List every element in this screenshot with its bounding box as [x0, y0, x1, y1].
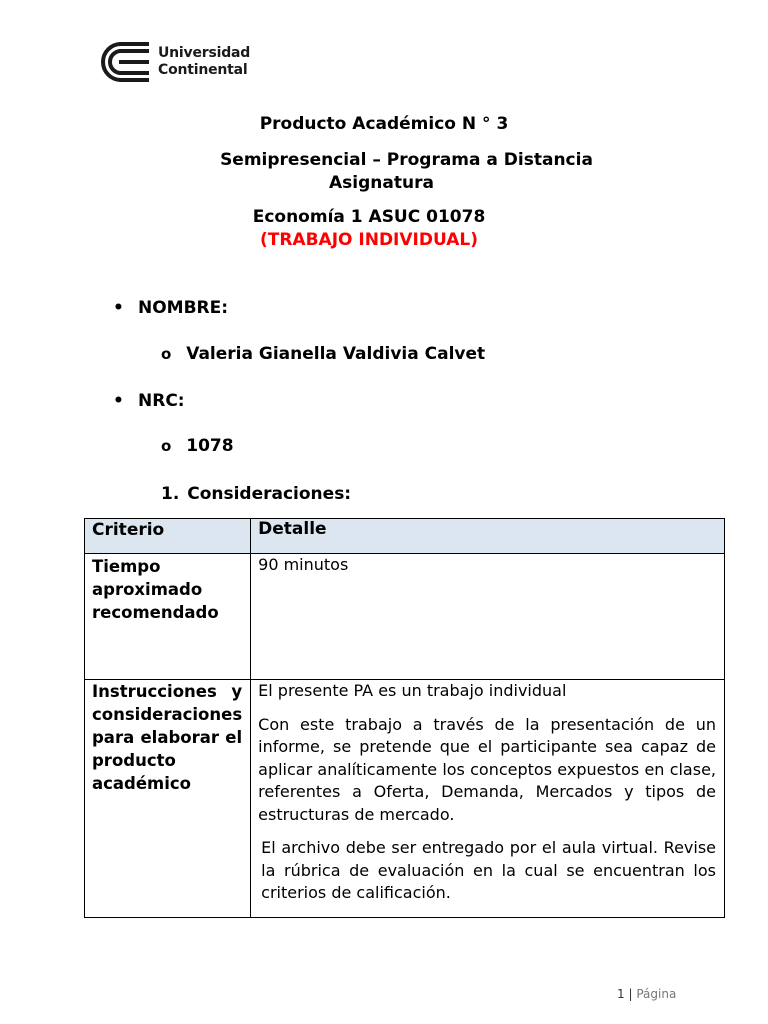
page-label: Página — [636, 987, 677, 1001]
nrc-value-item — [161, 436, 234, 456]
university-logo — [91, 41, 251, 85]
considerations-table — [84, 518, 725, 918]
work-type: (TRABAJO INDIVIDUAL) — [259, 230, 479, 250]
nombre-value-item — [161, 344, 485, 364]
nombre-label: NOMBRE: — [138, 298, 229, 318]
sub-bullet-icon: o — [161, 345, 172, 363]
table-header-row — [85, 519, 725, 554]
header-criterio: Criterio — [85, 519, 251, 554]
course-name: Economía 1 ASUC 01078 — [252, 207, 486, 227]
detalle-paragraph: Con este trabajo a través de la presentación de un informe, se pretende que el participante sea capaz de aplicar analíticamente los conceptos expuestos en clase, referentes a Oferta, Demanda, Mercados y tipos de estructuras de mercado. — [258, 714, 716, 824]
table-row — [85, 554, 725, 680]
criterio-cell: Instrucciones y consideraciones para elaborar el producto académico — [85, 680, 251, 918]
subject-label: Asignatura — [329, 173, 434, 193]
nombre-item — [113, 298, 228, 318]
footer-separator: | — [628, 987, 633, 1001]
header-detalle: Detalle — [251, 519, 725, 554]
logo-line-1: Universidad — [158, 45, 251, 61]
bullet-icon: • — [113, 298, 124, 318]
logo-line-2: Continental — [158, 62, 248, 78]
detalle-cell — [251, 680, 725, 918]
bullet-icon: • — [113, 391, 124, 411]
table-row — [85, 680, 725, 918]
detalle-paragraph: El presente PA es un trabajo individual — [258, 681, 567, 700]
nrc-label: NRC: — [138, 391, 185, 411]
detalle-paragraph: El archivo debe ser entregado por el aula virtual. Revise la rúbrica de evaluación en la cual se encuentran los criterios de calificación. — [261, 838, 716, 902]
sub-bullet-icon: o — [161, 437, 172, 455]
section-heading — [161, 484, 351, 504]
logo-text — [158, 45, 250, 79]
page-number: 1 — [617, 987, 625, 1001]
section-title: Consideraciones: — [187, 484, 352, 504]
continental-c-mark-icon — [91, 41, 151, 83]
document-title: Producto Académico N ° 3 — [259, 114, 509, 134]
section-number: 1. — [161, 484, 180, 504]
page-footer — [617, 987, 676, 1001]
nombre-value: Valeria Gianella Valdivia Calvet — [186, 344, 486, 364]
nrc-item — [113, 391, 185, 411]
detalle-text: 90 minutos — [258, 555, 349, 574]
modality-line: Semipresencial – Programa a Distancia — [220, 150, 593, 170]
nrc-value: 1078 — [186, 436, 234, 456]
criterio-cell: Tiempo aproximado recomendado — [85, 554, 251, 680]
detalle-cell — [251, 554, 725, 680]
